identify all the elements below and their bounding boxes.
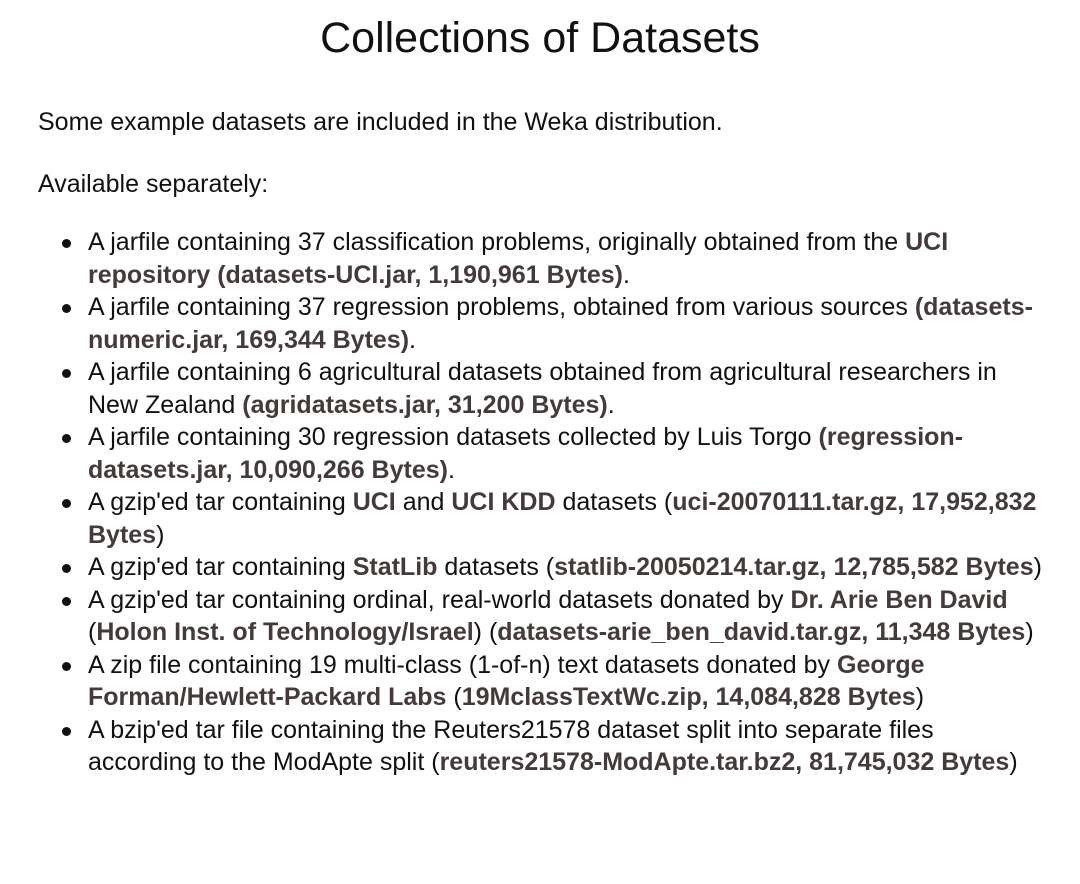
george-forman-link[interactable]: George Forman/Hewlett-Packard Labs <box>88 650 925 711</box>
item-text: ) <box>1009 748 1018 776</box>
reuters-tar-link[interactable]: reuters21578-ModApte.tar.bz2, 81,745,032 Bytes <box>439 748 1010 776</box>
item-text: A jarfile containing 37 classification problems, originally obtained from the <box>88 228 906 256</box>
item-text: ( <box>446 683 462 711</box>
holon-institute-link[interactable]: Holon Inst. of Technology/Israel <box>96 618 474 646</box>
agridatasets-jar-link[interactable]: (agridatasets.jar, 31,200 Bytes) <box>242 390 608 419</box>
item-text: A gzip'ed tar containing <box>88 553 353 581</box>
item-text: A zip file containing 19 multi-class (1-of-n) text datasets donated by <box>88 650 837 679</box>
item-text: . <box>447 455 455 484</box>
regression-datasets-jar-link[interactable]: (regression-datasets.jar, 10,090,266 Bytes) <box>88 423 964 484</box>
arie-ben-david-link[interactable]: Dr. Arie Ben David <box>790 585 1008 614</box>
item-text: A bzip'ed tar file containing the Reuters21578 dataset split into separate files according to the ModApte split ( <box>88 715 934 776</box>
item-text: A jarfile containing 6 agricultural datasets obtained from agricultural researchers in New Zealand <box>88 358 997 419</box>
list-item <box>88 226 1042 291</box>
item-text: datasets ( <box>555 488 673 516</box>
item-text: and <box>395 488 452 516</box>
item-text: datasets ( <box>437 553 555 581</box>
uci-repository-link[interactable]: UCI repository <box>88 228 949 289</box>
uci-link[interactable]: UCI <box>352 488 396 516</box>
statlib-tar-link[interactable]: statlib-20050214.tar.gz, 12,785,582 Bytes <box>554 553 1034 581</box>
item-text: A gzip'ed tar containing ordinal, real-world datasets donated by <box>88 585 791 614</box>
item-text: ) <box>1033 553 1042 581</box>
19mclass-zip-link[interactable]: 19MclassTextWc.zip, 14,084,828 Bytes <box>461 683 916 711</box>
uci-tar-link[interactable]: uci-20070111.tar.gz, 17,952,832 Bytes <box>88 488 1037 549</box>
list-item <box>88 584 1042 649</box>
item-text: ) <box>915 683 925 711</box>
datasets-numeric-jar-link[interactable]: (datasets-numeric.jar, 169,344 Bytes) <box>88 293 1033 354</box>
intro-text: Some example datasets are included in the Weka distribution. <box>38 108 723 136</box>
item-text: . <box>409 325 416 354</box>
arie-ben-david-tar-link[interactable]: datasets-arie_ben_david.tar.gz, 11,348 Bytes <box>497 618 1026 646</box>
list-item <box>88 291 1042 356</box>
item-text: ) ( <box>473 618 498 646</box>
list-item <box>88 551 1042 584</box>
datasets-uci-jar-link[interactable]: (datasets-UCI.jar, 1,190,961 Bytes) <box>217 260 623 289</box>
item-text: ) <box>156 520 165 549</box>
list-item <box>88 356 1042 421</box>
list-item <box>88 714 1042 779</box>
item-text: ) <box>1025 618 1034 646</box>
list-item <box>88 421 1042 486</box>
uci-kdd-link[interactable]: UCI KDD <box>451 488 556 516</box>
item-text: . <box>607 390 615 419</box>
statlib-link[interactable]: StatLib <box>352 553 438 581</box>
item-text: A jarfile containing 30 regression datasets collected by Luis Torgo <box>88 423 819 451</box>
item-text: . <box>622 260 630 289</box>
page-title: Collections of Datasets <box>320 14 760 62</box>
dataset-list <box>38 226 1042 779</box>
list-item <box>88 649 1042 714</box>
available-label: Available separately: <box>38 170 269 198</box>
item-text: A gzip'ed tar containing <box>88 488 353 516</box>
list-item <box>88 486 1042 551</box>
item-text: ( <box>88 618 97 646</box>
item-text: A jarfile containing 37 regression problems, obtained from various sources <box>88 293 915 321</box>
